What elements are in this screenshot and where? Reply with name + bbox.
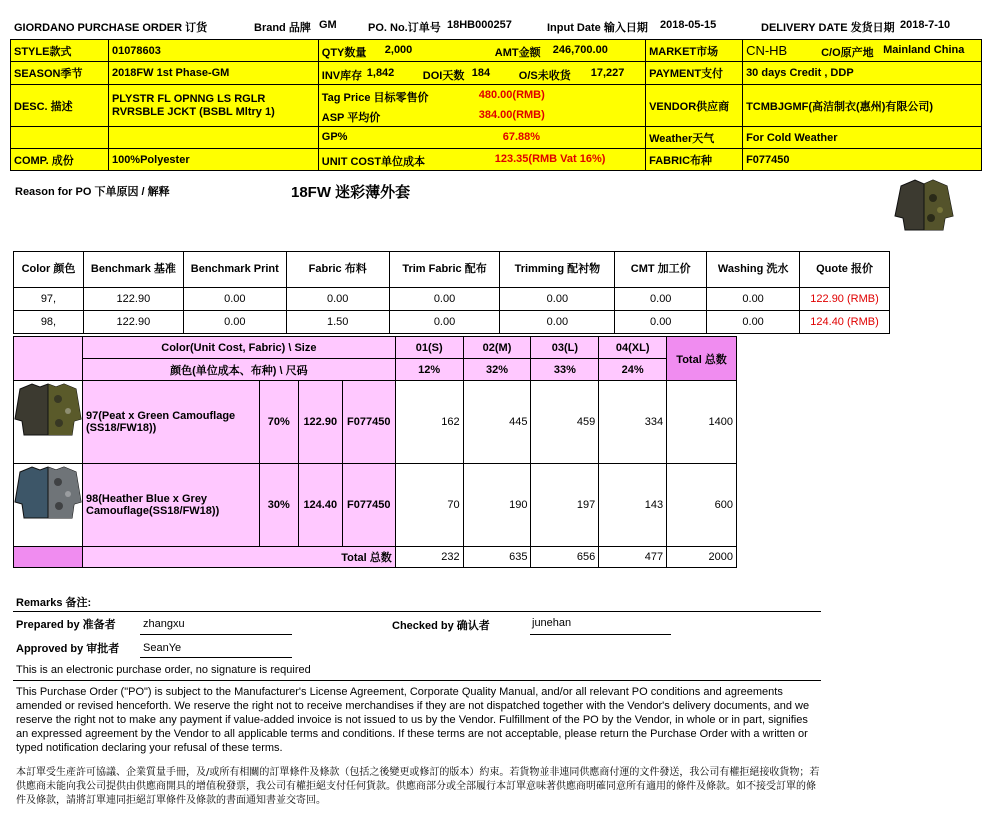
checked-label: Checked by 确认者 xyxy=(392,620,490,632)
input-date: 2018-05-15 xyxy=(660,19,717,31)
size-m: 02(M) xyxy=(463,337,531,359)
desc-label: DESC. 描述 xyxy=(11,85,109,127)
swatch-header xyxy=(14,337,83,381)
color-fabric: F077450 xyxy=(342,381,395,464)
po-title: GIORDANO PURCHASE ORDER 订货 xyxy=(14,22,208,34)
checked-underline xyxy=(530,634,671,635)
total-row-label: Total 总数 xyxy=(83,547,396,568)
doi-label: DOI天数 xyxy=(422,69,465,82)
jacket-icon xyxy=(14,381,82,439)
color-name: 98(Heather Blue x Grey Camouflage(SS18/FW18)) xyxy=(83,464,260,547)
cost-cell: 0.00 xyxy=(615,288,707,311)
cost-header-1: Benchmark 基准 xyxy=(83,252,183,288)
color-unit-cost: 122.90 xyxy=(298,381,342,464)
brand-value: GM xyxy=(319,19,337,31)
color-row xyxy=(14,381,737,464)
size-breakdown-table xyxy=(13,336,737,568)
color-pct: 70% xyxy=(259,381,298,464)
total-m: 635 xyxy=(463,547,531,568)
qty-cell: 190 xyxy=(463,464,531,547)
ratio-s: 12% xyxy=(395,359,463,381)
cost-row xyxy=(14,288,890,311)
esign-note: This is an electronic purchase order, no signature is required xyxy=(16,664,311,676)
vendor-value: TCMBJGMF(高洁制衣(惠州)有限公司) xyxy=(743,85,982,127)
jacket-thumbnail xyxy=(893,176,955,234)
unit-cost-value: 123.35(RMB Vat 16%) xyxy=(494,152,606,165)
qty-label: QTY数量 xyxy=(321,46,367,59)
inv-value: 1,842 xyxy=(366,66,395,79)
inventory-cell xyxy=(318,62,645,85)
cost-cell: 0.00 xyxy=(389,288,500,311)
color-pct: 30% xyxy=(259,464,298,547)
cost-cell: 0.00 xyxy=(500,288,615,311)
cost-cell: 0.00 xyxy=(183,288,286,311)
prepared-label: Prepared by 准备者 xyxy=(16,619,116,631)
quote-cell: 124.40 (RMB) xyxy=(800,311,890,334)
qty-cell: 70 xyxy=(395,464,463,547)
color-name: 97(Peat x Green Camouflage (SS18/FW18)) xyxy=(83,381,260,464)
qty-cell: 334 xyxy=(599,381,667,464)
cost-row xyxy=(14,311,890,334)
size-head-cn: 颜色(单位成本、布种) \ 尺码 xyxy=(83,359,396,381)
payment-value: 30 days Credit , DDP xyxy=(743,62,982,85)
style-label: STYLE款式 xyxy=(11,40,109,62)
amt-value: 246,700.00 xyxy=(552,43,608,56)
cost-cell: 1.50 xyxy=(286,311,389,334)
qty-cell: 459 xyxy=(531,381,599,464)
color-swatch xyxy=(14,464,83,547)
delivery-date: 2018-7-10 xyxy=(900,19,951,31)
market-origin-cell xyxy=(743,40,982,62)
terms-divider xyxy=(13,680,821,681)
payment-label: PAYMENT支付 xyxy=(646,62,743,85)
ratio-m: 32% xyxy=(463,359,531,381)
cost-breakdown-table xyxy=(13,251,890,334)
doi-value: 184 xyxy=(471,66,491,79)
approved-underline xyxy=(140,657,292,658)
comp-value: 100%Polyester xyxy=(108,149,318,171)
cost-cell: 122.90 xyxy=(83,288,183,311)
qty-cell: 162 xyxy=(395,381,463,464)
cost-cell: 0.00 xyxy=(707,311,800,334)
gp-label: GP% xyxy=(321,130,348,143)
comp-label: COMP. 成份 xyxy=(11,149,109,171)
asp-label: ASP 平均价 xyxy=(321,111,381,124)
qty-cell: 197 xyxy=(531,464,599,547)
cost-header-6: CMT 加工价 xyxy=(615,252,707,288)
os-label: O/S未收货 xyxy=(518,69,571,82)
unit-cost-cell xyxy=(318,149,645,171)
reason-title: 18FW 迷彩薄外套 xyxy=(291,184,411,201)
size-total-row xyxy=(14,547,737,568)
origin-value: Mainland China xyxy=(883,43,965,56)
approved-label: Approved by 审批者 xyxy=(16,643,120,655)
approved-value: SeanYe xyxy=(143,642,182,654)
cost-header-3: Fabric 布料 xyxy=(286,252,389,288)
tag-price-label: Tag Price 目标零售价 xyxy=(321,91,429,104)
color-fabric: F077450 xyxy=(342,464,395,547)
cost-cell: 122.90 xyxy=(83,311,183,334)
price-cell xyxy=(318,85,645,127)
cost-header-5: Trimming 配衬物 xyxy=(500,252,615,288)
size-l: 03(L) xyxy=(531,337,599,359)
color-row xyxy=(14,464,737,547)
gp-cell xyxy=(318,127,645,149)
cost-cell: 0.00 xyxy=(183,311,286,334)
weather-label: Weather天气 xyxy=(646,127,743,149)
cost-header-0: Color 颜色 xyxy=(14,252,84,288)
color-unit-cost: 124.40 xyxy=(298,464,342,547)
size-xl: 04(XL) xyxy=(599,337,667,359)
cost-header-8: Quote 报价 xyxy=(800,252,890,288)
ratio-l: 33% xyxy=(531,359,599,381)
cost-cell: 98, xyxy=(14,311,84,334)
cost-cell: 0.00 xyxy=(286,288,389,311)
size-head-en: Color(Unit Cost, Fabric) \ Size xyxy=(83,337,396,359)
fabric-label: FABRIC布种 xyxy=(646,149,743,171)
cost-cell: 0.00 xyxy=(615,311,707,334)
color-swatch xyxy=(14,381,83,464)
os-value: 17,227 xyxy=(590,66,625,79)
desc-value: PLYSTR FL OPNNG LS RGLR RVRSBLE JCKT (BSBL Mltry 1) xyxy=(108,85,318,127)
total-row-swatch xyxy=(14,547,83,568)
empty-cell xyxy=(108,127,318,149)
size-ratio-row xyxy=(14,359,737,381)
po-number: 18HB000257 xyxy=(447,19,512,31)
brand-label: Brand 品牌 xyxy=(254,22,311,34)
qty-value: 2,000 xyxy=(384,43,413,56)
fabric-value: F077450 xyxy=(743,149,982,171)
cost-cell: 0.00 xyxy=(500,311,615,334)
style-value: 01078603 xyxy=(108,40,318,62)
origin-label: C/O原产地 xyxy=(821,46,874,59)
gp-value: 67.88% xyxy=(502,130,541,143)
season-value: 2018FW 1st Phase-GM xyxy=(108,62,318,85)
size-header-row xyxy=(14,337,737,359)
remarks-label: Remarks 备注: xyxy=(16,597,92,609)
season-label: SEASON季节 xyxy=(11,62,109,85)
cost-header-row xyxy=(14,252,890,288)
size-s: 01(S) xyxy=(395,337,463,359)
total-header: Total 总数 xyxy=(667,337,737,381)
po-header xyxy=(0,19,990,35)
empty-cell xyxy=(11,127,109,149)
market-value: CN-HB xyxy=(746,42,788,58)
vendor-label: VENDOR供应商 xyxy=(646,85,743,127)
color-total: 1400 xyxy=(667,381,737,464)
jacket-icon xyxy=(14,464,82,522)
total-xl: 477 xyxy=(599,547,667,568)
amt-label: AMT金额 xyxy=(494,46,541,59)
qty-cell: 445 xyxy=(463,381,531,464)
checked-value: junehan xyxy=(532,617,572,629)
market-label: MARKET市场 xyxy=(646,40,743,62)
total-s: 232 xyxy=(395,547,463,568)
ratio-xl: 24% xyxy=(599,359,667,381)
grand-total: 2000 xyxy=(667,547,737,568)
qty-amt-cell xyxy=(318,40,645,62)
quote-cell: 122.90 (RMB) xyxy=(800,288,890,311)
input-date-label: Input Date 输入日期 xyxy=(547,22,648,34)
inv-label: INV库存 xyxy=(321,69,363,82)
cost-cell: 97, xyxy=(14,288,84,311)
po-number-label: PO. No.订单号 xyxy=(368,22,441,34)
total-l: 656 xyxy=(531,547,599,568)
cost-header-7: Washing 洗水 xyxy=(707,252,800,288)
cost-header-2: Benchmark Print xyxy=(183,252,286,288)
po-info-grid xyxy=(10,39,982,171)
terms-english: This Purchase Order ("PO") is subject to the Manufacturer's License Agreement, Corporate Quality Manual, and/or all relevant PO conditions and agreements amended or revised henceforth. We reserve the right not to receive merchandises if they are not dispatched together with the Vendor's delivery documents, and we reserve the right not to make any payment if value-added invoice is not issued to us by the Vendor. Fulfillment of the PO by the Vendor, in whole or in part, signifies an expressed agreement by the Vendor to all applicable terms and conditions. If these terms are not acceptable, please return the Purchase Order with a written or typed notification declaring your refusal of these terms. xyxy=(16,686,810,754)
qty-cell: 143 xyxy=(599,464,667,547)
cost-cell: 0.00 xyxy=(707,288,800,311)
unit-cost-label: UNIT COST单位成本 xyxy=(321,155,426,168)
weather-value: For Cold Weather xyxy=(743,127,982,149)
cost-cell: 0.00 xyxy=(389,311,500,334)
prepared-underline xyxy=(140,634,292,635)
prepared-value: zhangxu xyxy=(143,618,185,630)
tag-price-value: 480.00(RMB) xyxy=(478,88,545,101)
cost-header-4: Trim Fabric 配布 xyxy=(389,252,500,288)
delivery-date-label: DELIVERY DATE 发货日期 xyxy=(761,22,895,34)
reason-label: Reason for PO 下单原因 / 解释 xyxy=(15,186,170,198)
asp-value: 384.00(RMB) xyxy=(478,108,545,121)
terms-chinese: 本訂單受生產許可協議、企業質量手冊，及/或所有相關的訂單條件及條款（包括之後變更或修訂的版本）約束。若貨物並非連同供應商付運的文件發送，我公司有權拒絕接收貨物；若供應商未能向我公司提供由供應商開具的增值稅發票，我公司有權拒絕支付任何貨款。供應商部分或全部履行本訂單意味著供應商明確同意所有適用的條件及條款。如不接受訂單的條件及條款，請將訂單連同拒絕訂單條件及條款的書面通知書並交寄回。 xyxy=(16,767,820,806)
color-total: 600 xyxy=(667,464,737,547)
remarks-divider xyxy=(13,611,821,612)
